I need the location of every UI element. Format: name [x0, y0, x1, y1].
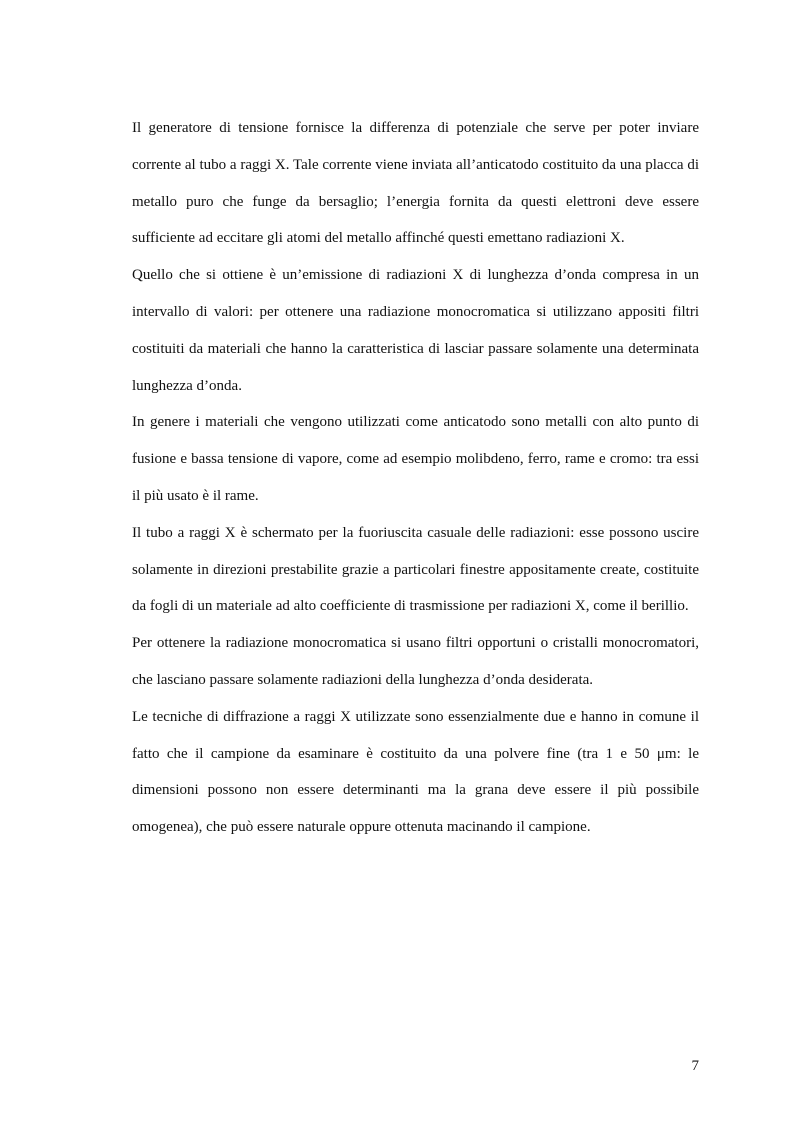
paragraph-generator: Il generatore di tensione fornisce la differenza di potenziale che serve per poter inviare corrente al tubo a raggi X. Tale corrente viene inviata all’anticatodo costituito da una placca di metallo puro che funge da bersaglio; l’energia fornita da questi elettroni deve essere sufficiente ad eccitare gli atomi del metallo affinché questi emettano radiazioni X.: [132, 120, 699, 247]
paragraph-tube-shielding: Il tubo a raggi X è schermato per la fuoriuscita casuale delle radiazioni: esse possono uscire solamente in direzioni prestabilite grazie a particolari finestre appositamente create, costituite da fogli di un materiale ad alto coefficiente di trasmissione per radiazioni X, come il berillio.: [132, 524, 699, 615]
page-number: 7: [691, 1058, 699, 1074]
body-text: [132, 110, 699, 846]
paragraph-monochromatic: Per ottenere la radiazione monocromatica si usano filtri opportuni o cristalli monocromatori, che lasciano passare solamente radiazioni della lunghezza d’onda desiderata.: [132, 635, 699, 688]
paragraph-emission: Quello che si ottiene è un’emissione di radiazioni X di lunghezza d’onda compresa in un intervallo di valori: per ottenere una radiazione monocromatica si utilizzano appositi filtri costituiti da materiali che hanno la caratteristica di lasciar passare solamente una determinata lunghezza d’onda.: [132, 267, 699, 394]
paragraph-anticathode-materials: In genere i materiali che vengono utilizzati come anticatodo sono metalli con alto punto di fusione e bassa tensione di vapore, come ad esempio molibdeno, ferro, rame e cromo: tra essi il più usato è il rame.: [132, 414, 699, 504]
paragraph-diffraction-techniques: Le tecniche di diffrazione a raggi X utilizzate sono essenzialmente due e hanno in comune il fatto che il campione da esaminare è costituito da una polvere fine (tra 1 e 50 μm: le dimensioni possono non essere determinanti ma la grana deve essere il più possibile omogenea), che può essere naturale oppure ottenuta macinando il campione.: [132, 708, 699, 836]
